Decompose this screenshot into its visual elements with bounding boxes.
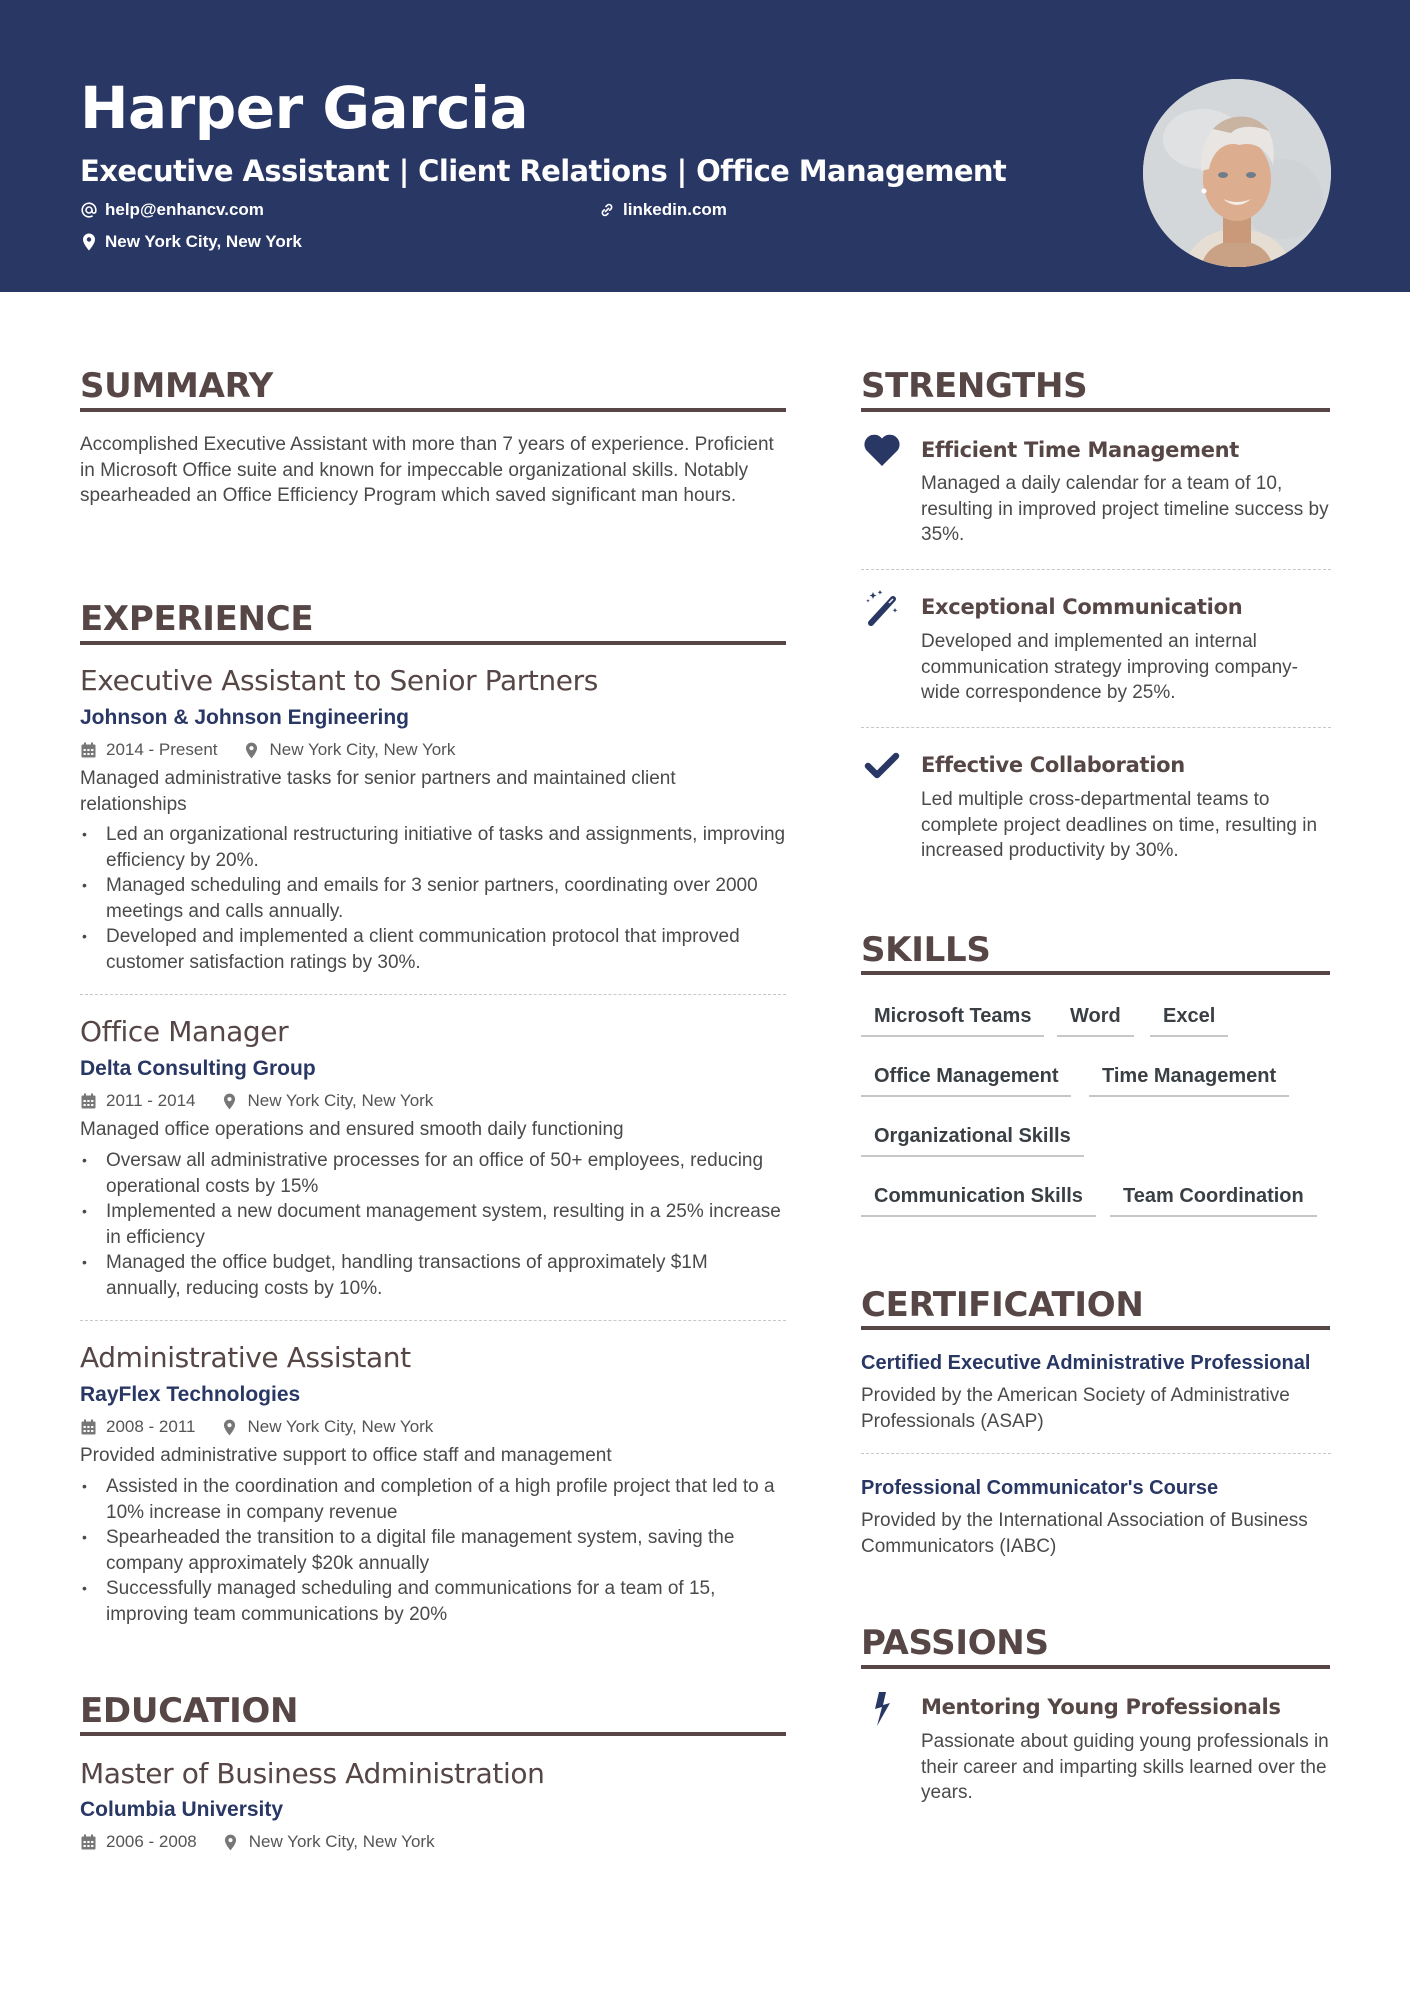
job-meta	[80, 739, 455, 761]
job-dates: 2008 - 2011	[106, 1417, 196, 1436]
map-pin-icon	[223, 1834, 239, 1851]
map-pin-icon	[80, 233, 98, 251]
skill-tag: Office Management	[861, 1059, 1071, 1097]
resume-header	[0, 0, 1410, 292]
section-title-education: EDUCATION	[80, 1691, 299, 1731]
strength-description: Led multiple cross-departmental teams to complete project deadlines on time, resulting in increased productivity by 30%.	[921, 789, 1318, 861]
certification-title: Professional Communicator's Course	[861, 1477, 1219, 1499]
email-text[interactable]: help@enhancv.com	[105, 200, 264, 219]
magic-wand-icon	[862, 588, 902, 628]
bullet-item: • Successfully managed scheduling and communications for a team of 15, improving team communications by 20%	[80, 1576, 786, 1627]
skill-tag: Word	[1057, 999, 1134, 1037]
certification-description: Provided by the American Society of Administrative Professionals (ASAP)	[861, 1385, 1290, 1432]
profile-photo	[1143, 79, 1331, 267]
lightning-bolt-icon	[862, 1689, 902, 1729]
job-location: New York City, New York	[247, 1417, 434, 1436]
calendar-icon	[80, 742, 96, 759]
skill-tag: Team Coordination	[1110, 1179, 1317, 1217]
job-meta	[80, 1090, 433, 1112]
bullet-item: • Assisted in the coordination and completion of a high profile project that led to a 10% increase in company revenue	[80, 1474, 786, 1525]
checkmark-icon	[862, 746, 902, 786]
link-icon	[598, 201, 616, 219]
section-rule	[80, 641, 786, 645]
heart-icon	[862, 430, 902, 470]
section-rule	[80, 1732, 786, 1736]
map-pin-icon	[221, 1093, 237, 1110]
skill-tag: Time Management	[1089, 1059, 1289, 1097]
section-rule	[861, 1665, 1330, 1669]
school-name: Columbia University	[80, 1798, 284, 1821]
job-dates: 2011 - 2014	[106, 1091, 196, 1110]
contact-location	[80, 231, 302, 253]
job-bullets	[80, 1148, 786, 1301]
section-title-summary: SUMMARY	[80, 366, 273, 406]
company-name: Johnson & Johnson Engineering	[80, 706, 410, 729]
certification-description: Provided by the International Association of Business Communicators (IABC)	[861, 1510, 1308, 1557]
divider	[80, 994, 786, 995]
strength-description: Managed a daily calendar for a team of 10, resulting in improved project timeline success by 35%.	[921, 473, 1329, 545]
job-meta	[80, 1416, 433, 1438]
bullet-item: • Led an organizational restructuring initiative of tasks and assignments, improving efficiency by 20%.	[80, 822, 786, 873]
section-rule	[80, 408, 786, 412]
company-name: Delta Consulting Group	[80, 1057, 316, 1080]
section-title-passions: PASSIONS	[861, 1623, 1049, 1663]
section-title-strengths: STRENGTHS	[861, 366, 1088, 406]
divider	[861, 569, 1331, 570]
calendar-icon	[80, 1093, 96, 1110]
education-meta	[80, 1831, 435, 1853]
job-description: Managed administrative tasks for senior partners and maintained client relationships	[80, 768, 676, 815]
skill-tag: Organizational Skills	[861, 1119, 1084, 1157]
job-location: New York City, New York	[247, 1091, 434, 1110]
job-title: Administrative Assistant	[80, 1341, 411, 1374]
job-description: Provided administrative support to office staff and management	[80, 1445, 612, 1466]
passion-description: Passionate about guiding young professionals in their career and imparting skills learned over the years.	[921, 1731, 1329, 1803]
bullet-item: • Developed and implemented a client communication protocol that improved customer satisfaction ratings by 30%.	[80, 924, 786, 975]
divider	[861, 1453, 1331, 1454]
section-rule	[861, 971, 1330, 975]
job-dates: 2014 - Present	[106, 740, 218, 759]
job-title: Executive Assistant to Senior Partners	[80, 664, 598, 697]
contact-email[interactable]	[80, 199, 264, 221]
section-title-skills: SKILLS	[861, 930, 991, 970]
job-title: Office Manager	[80, 1015, 289, 1048]
education-location: New York City, New York	[248, 1832, 435, 1851]
map-pin-icon	[221, 1419, 237, 1436]
skill-tag: Excel	[1150, 999, 1228, 1037]
at-sign-icon	[80, 201, 98, 219]
skill-tag: Communication Skills	[861, 1179, 1096, 1217]
section-title-experience: EXPERIENCE	[80, 599, 314, 639]
strength-title: Exceptional Communication	[921, 595, 1243, 619]
calendar-icon	[80, 1834, 96, 1851]
degree-title: Master of Business Administration	[80, 1757, 545, 1790]
passion-title: Mentoring Young Professionals	[921, 1695, 1281, 1719]
contact-website[interactable]	[598, 199, 727, 221]
bullet-item: • Implemented a new document management system, resulting in a 25% increase in efficiency	[80, 1199, 786, 1250]
certification-title: Certified Executive Administrative Professional	[861, 1352, 1311, 1374]
bullet-item: • Managed the office budget, handling transactions of approximately $1M annually, reducing costs by 10%.	[80, 1250, 786, 1301]
section-rule	[861, 408, 1330, 412]
bullet-item: • Oversaw all administrative processes for an office of 50+ employees, reducing operational costs by 15%	[80, 1148, 786, 1199]
job-bullets	[80, 1474, 786, 1627]
company-name: RayFlex Technologies	[80, 1383, 301, 1406]
bullet-item: • Managed scheduling and emails for 3 senior partners, coordinating over 2000 meetings and calls annually.	[80, 873, 786, 924]
website-text[interactable]: linkedin.com	[623, 200, 727, 219]
section-title-certification: CERTIFICATION	[861, 1285, 1144, 1325]
calendar-icon	[80, 1419, 96, 1436]
divider	[861, 727, 1331, 728]
strength-description: Developed and implemented an internal communication strategy improving company-wide correspondence by 25%.	[921, 631, 1298, 703]
divider	[80, 1320, 786, 1321]
job-location: New York City, New York	[269, 740, 456, 759]
map-pin-icon	[244, 742, 260, 759]
candidate-name: Harper Garcia	[80, 74, 529, 142]
job-description: Managed office operations and ensured smooth daily functioning	[80, 1119, 624, 1140]
job-bullets	[80, 822, 786, 975]
skill-tag: Microsoft Teams	[861, 999, 1044, 1037]
summary-text: Accomplished Executive Assistant with more than 7 years of experience. Proficient in Microsoft Office suite and known for impeccable organizational skills. Notably spearheaded an Office Efficiency Program which saved significant man hours.	[80, 434, 774, 506]
candidate-headline: Executive Assistant | Client Relations | Office Management	[80, 154, 1007, 188]
section-rule	[861, 1326, 1330, 1330]
strength-title: Effective Collaboration	[921, 753, 1185, 777]
bullet-item: • Spearheaded the transition to a digital file management system, saving the company approximately $20k annually	[80, 1525, 786, 1576]
education-dates: 2006 - 2008	[106, 1832, 197, 1851]
strength-title: Efficient Time Management	[921, 438, 1240, 462]
location-text: New York City, New York	[105, 232, 302, 251]
